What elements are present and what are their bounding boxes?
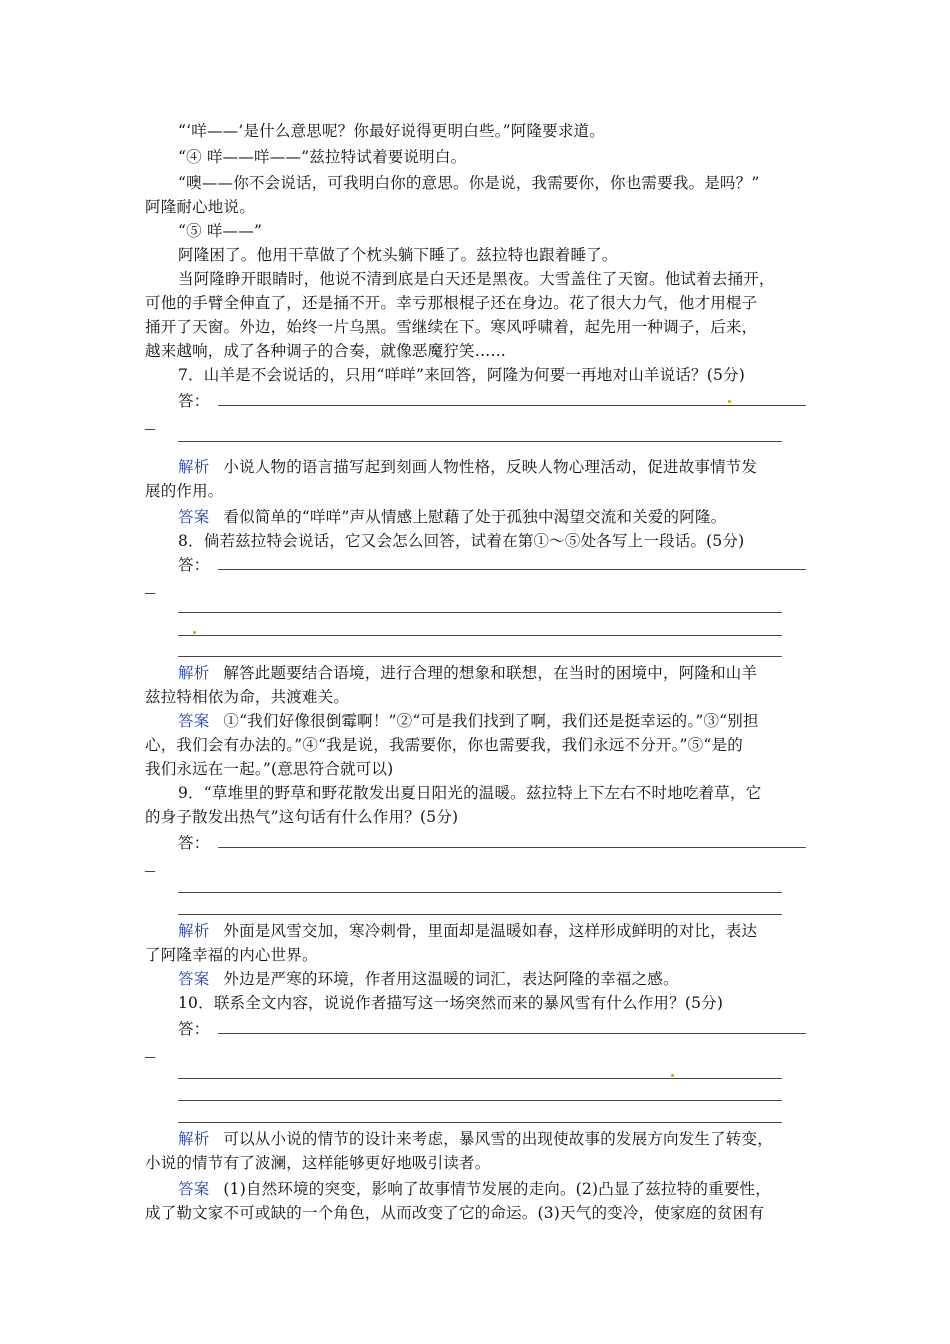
marker-dot bbox=[671, 1074, 674, 1077]
analysis-8-line: 兹拉特相依为命，共渡难关。 bbox=[145, 688, 350, 706]
marker-dot bbox=[728, 400, 731, 403]
answer-9-line: 答案 外边是严寒的环境，作者用这温暖的词汇，表达阿隆的幸福之感。 bbox=[178, 970, 679, 988]
answer-line bbox=[218, 1033, 806, 1034]
analysis-label: 解析 bbox=[178, 922, 210, 940]
passage-line: “噢——你不会说话，可我明白你的意思。你是说，我需要你，你也需要我。是吗？” bbox=[178, 174, 760, 192]
analysis-7-line: 展的作用。 bbox=[145, 482, 224, 500]
answer-8-line: 我们永远在一起。”(意思符合就可以) bbox=[145, 760, 394, 778]
answer-line bbox=[178, 1100, 782, 1101]
answer-label: 答案 bbox=[178, 508, 210, 526]
answer-8-line: 心，我们会有办法的。”④“我是说，我需要你，你也需要我，我们永远不分开。”⑤“是的 bbox=[145, 736, 743, 754]
answer-line bbox=[178, 441, 782, 442]
answer-8-line: 答案 ①“我们好像很倒霉啊！”②“可是我们找到了啊，我们还是挺幸运的。”③“别担 bbox=[178, 712, 759, 730]
answer-dash bbox=[145, 1057, 155, 1058]
answer-line bbox=[178, 1122, 782, 1123]
question-9: 9．“草堆里的野草和野花散发出夏日阳光的温暖。兹拉特上下左右不时地吃着草，它 bbox=[178, 784, 762, 802]
analysis-8-line: 解析 解答此题要结合语境，进行合理的想象和联想，在当时的困境中，阿隆和山羊 bbox=[178, 664, 758, 682]
answer-prompt: 答： bbox=[178, 556, 210, 574]
answer-prompt: 答： bbox=[178, 392, 210, 410]
question-9: 的身子散发出热气”这句话有什么作用？(5分) bbox=[145, 808, 459, 826]
analysis-7-line: 解析 小说人物的语言描写起到刻画人物性格，反映人物心理活动，促进故事情节发 bbox=[178, 458, 758, 476]
analysis-9-line: 解析 外面是风雪交加，寒冷刺骨，里面却是温暖如春，这样形成鲜明的对比，表达 bbox=[178, 922, 758, 940]
answer-dash bbox=[145, 871, 155, 872]
passage-line: 阿隆困了。他用干草做了个枕头躺下睡了。兹拉特也跟着睡了。 bbox=[178, 246, 618, 264]
answer-line bbox=[218, 847, 806, 848]
answer-line bbox=[178, 612, 782, 613]
passage-line: 越来越响，成了各种调子的合奏，就像恶魔狞笑…… bbox=[145, 342, 507, 360]
passage-line: 可他的手臂全伸直了，还是捅不开。幸亏那根棍子还在身边。花了很大力气，他才用棍子 bbox=[145, 294, 758, 312]
analysis-10-line: 解析 可以从小说的情节的设计来考虑，暴风雪的出现使故事的发展方向发生了转变， bbox=[178, 1130, 773, 1148]
answer-label: 答案 bbox=[178, 970, 210, 988]
answer-line bbox=[178, 656, 782, 657]
analysis-label: 解析 bbox=[178, 1130, 210, 1148]
answer-line bbox=[218, 569, 806, 570]
answer-prompt: 答： bbox=[178, 834, 210, 852]
answer-10-line: 答案 (1)自然环境的突变，影响了故事情节发展的走向。(2)凸显了兹拉特的重要性， bbox=[178, 1180, 771, 1198]
analysis-10-line: 小说的情节有了波澜，这样能够更好地吸引读者。 bbox=[145, 1154, 491, 1172]
answer-label: 答案 bbox=[178, 712, 210, 730]
answer-line bbox=[178, 892, 782, 893]
answer-7-line: 答案 看似简单的“咩咩”声从情感上慰藉了处于孤独中渴望交流和关爱的阿隆。 bbox=[178, 508, 727, 526]
passage-line: 当阿隆睁开眼睛时，他说不清到底是白天还是黑夜。大雪盖住了天窗。他试着去捅开， bbox=[178, 270, 775, 288]
answer-dash bbox=[145, 593, 155, 594]
analysis-9-line: 了阿隆幸福的内心世界。 bbox=[145, 946, 318, 964]
answer-line bbox=[178, 1078, 782, 1079]
answer-dash bbox=[145, 429, 155, 430]
analysis-label: 解析 bbox=[178, 458, 210, 476]
answer-line bbox=[178, 914, 782, 915]
answer-label: 答案 bbox=[178, 1180, 210, 1198]
answer-10-line: 成了勒文家不可或缺的一个角色，从而改变了它的命运。(3)天气的变冷，使家庭的贫困有 bbox=[145, 1204, 765, 1222]
passage-line: 捅开了天窗。外边，始终一片乌黑。雪继续在下。寒风呼啸着，起先用一种调子，后来， bbox=[145, 318, 758, 336]
answer-line bbox=[178, 635, 782, 636]
question-7: 7．山羊是不会说话的，只用“咩咩”来回答，阿隆为何要一再地对山羊说话？(5分) bbox=[178, 366, 745, 384]
answer-prompt: 答： bbox=[178, 1020, 210, 1038]
marker-dot bbox=[193, 631, 196, 634]
question-10: 10．联系全文内容，说说作者描写这一场突然而来的暴风雪有什么作用？(5分) bbox=[178, 994, 724, 1012]
analysis-label: 解析 bbox=[178, 664, 210, 682]
question-8: 8．倘若兹拉特会说话，它又会怎么回答，试着在第①～⑤处各写上一段话。(5分) bbox=[178, 532, 745, 550]
answer-line bbox=[218, 405, 806, 406]
passage-line: “④ 咩——咩——”兹拉特试着要说明白。 bbox=[178, 148, 467, 166]
passage-line: “⑤ 咩——” bbox=[178, 222, 263, 240]
passage-line: 阿隆耐心地说。 bbox=[145, 198, 255, 216]
passage-line: “‘咩——’是什么意思呢？你最好说得更明白些。”阿隆要求道。 bbox=[178, 122, 605, 140]
